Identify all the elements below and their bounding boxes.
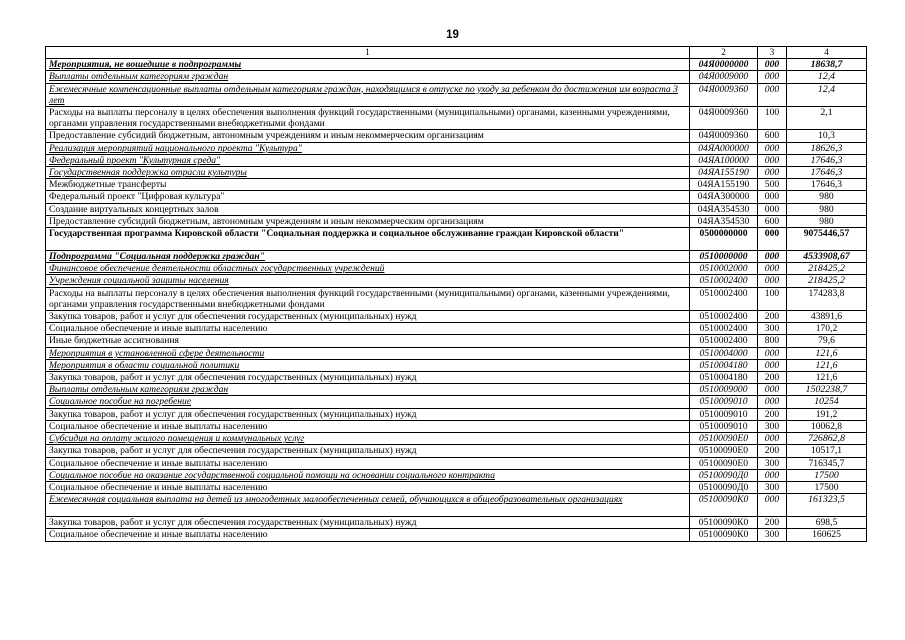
row-kvr-cell: 000 <box>758 142 787 154</box>
row-amount-cell: 43891,6 <box>787 311 867 323</box>
table-row <box>46 71 867 83</box>
row-code-cell: 0510002400 <box>690 323 758 335</box>
row-name-cell: Учреждения социальной защиты населения <box>46 275 690 287</box>
row-code-cell: 0510009000 <box>690 384 758 396</box>
row-kvr-cell: 000 <box>758 494 787 517</box>
row-kvr-cell: 000 <box>758 228 787 251</box>
row-code-cell: 0510004000 <box>690 347 758 359</box>
row-code-cell: 0510004180 <box>690 372 758 384</box>
row-code-cell: 05100090Е0 <box>690 433 758 445</box>
row-kvr-cell: 000 <box>758 154 787 166</box>
column-header: 4 <box>787 47 867 59</box>
row-amount-cell: 121,6 <box>787 359 867 371</box>
row-code-cell: 05100090К0 <box>690 494 758 517</box>
row-kvr-cell: 300 <box>758 457 787 469</box>
row-amount-cell: 980 <box>787 215 867 227</box>
row-amount-cell: 2,1 <box>787 107 867 130</box>
row-amount-cell: 160625 <box>787 529 867 541</box>
row-amount-cell: 18626,3 <box>787 142 867 154</box>
row-amount-cell: 716345,7 <box>787 457 867 469</box>
table-row <box>46 228 867 251</box>
row-amount-cell: 10,3 <box>787 130 867 142</box>
row-code-cell: 05100090Д0 <box>690 481 758 493</box>
row-code-cell: 04ЯА100000 <box>690 154 758 166</box>
row-kvr-cell: 000 <box>758 359 787 371</box>
row-name-cell: Социальное обеспечение и иные выплаты населению <box>46 529 690 541</box>
row-code-cell: 0510004180 <box>690 359 758 371</box>
row-kvr-cell: 000 <box>758 203 787 215</box>
row-name-cell: Иные бюджетные ассигнования <box>46 335 690 347</box>
row-name-cell: Реализация мероприятий национального проекта "Культура" <box>46 142 690 154</box>
row-name-cell: Предоставление субсидий бюджетным, автономным учреждениям и иным некоммерческим организациям <box>46 215 690 227</box>
row-code-cell: 0510009010 <box>690 420 758 432</box>
row-name-cell: Финансовое обеспечение деятельности областных государственных учреждений <box>46 263 690 275</box>
row-kvr-cell: 300 <box>758 323 787 335</box>
row-name-cell: Предоставление субсидий бюджетным, автономным учреждениям и иным некоммерческим организациям <box>46 130 690 142</box>
row-amount-cell: 10254 <box>787 396 867 408</box>
row-kvr-cell: 000 <box>758 433 787 445</box>
table-row <box>46 287 867 310</box>
row-kvr-cell: 600 <box>758 215 787 227</box>
row-kvr-cell: 000 <box>758 59 787 71</box>
row-code-cell: 04Я0009000 <box>690 71 758 83</box>
row-name-cell: Выплаты отдельным категориям граждан <box>46 384 690 396</box>
row-amount-cell: 4533908,67 <box>787 251 867 263</box>
row-amount-cell: 121,6 <box>787 347 867 359</box>
row-name-cell: Федеральный проект "Культурная среда" <box>46 154 690 166</box>
row-amount-cell: 161323,5 <box>787 494 867 517</box>
table-row <box>46 433 867 445</box>
row-code-cell: 0500000000 <box>690 228 758 251</box>
row-code-cell: 0510009010 <box>690 408 758 420</box>
row-code-cell: 05100090К0 <box>690 529 758 541</box>
row-kvr-cell: 100 <box>758 107 787 130</box>
row-code-cell: 04ЯА354530 <box>690 215 758 227</box>
row-code-cell: 0510000000 <box>690 251 758 263</box>
table-row <box>46 323 867 335</box>
row-amount-cell: 17500 <box>787 469 867 481</box>
row-kvr-cell: 000 <box>758 263 787 275</box>
table-row <box>46 154 867 166</box>
row-code-cell: 0510002000 <box>690 263 758 275</box>
row-kvr-cell: 000 <box>758 167 787 179</box>
row-name-cell: Ежемесячные компенсационные выплаты отдельным категориям граждан, находящимся в отпуске по уходу за ребенком до достижения им возраста 3 лет <box>46 83 690 106</box>
row-kvr-cell: 300 <box>758 481 787 493</box>
row-amount-cell: 980 <box>787 191 867 203</box>
table-row <box>46 457 867 469</box>
row-amount-cell: 10062,8 <box>787 420 867 432</box>
table-row <box>46 529 867 541</box>
table-row <box>46 372 867 384</box>
row-name-cell: Федеральный проект "Цифровая культура" <box>46 191 690 203</box>
table-row <box>46 311 867 323</box>
row-code-cell: 0510002400 <box>690 287 758 310</box>
row-kvr-cell: 000 <box>758 275 787 287</box>
row-kvr-cell: 000 <box>758 384 787 396</box>
table-row <box>46 275 867 287</box>
row-amount-cell: 12,4 <box>787 83 867 106</box>
row-code-cell: 04Я0009360 <box>690 83 758 106</box>
row-code-cell: 0510002400 <box>690 311 758 323</box>
row-name-cell: Закупка товаров, работ и услуг для обеспечения государственных (муниципальных) нужд <box>46 517 690 529</box>
row-name-cell: Социальное обеспечение и иные выплаты населению <box>46 481 690 493</box>
column-header: 1 <box>46 47 690 59</box>
row-name-cell: Социальное обеспечение и иные выплаты населению <box>46 323 690 335</box>
table-row <box>46 335 867 347</box>
table-row <box>46 107 867 130</box>
row-name-cell: Мероприятия в установленной сфере деятельности <box>46 347 690 359</box>
row-code-cell: 05100090Е0 <box>690 445 758 457</box>
row-amount-cell: 121,6 <box>787 372 867 384</box>
row-code-cell: 04Я0009360 <box>690 130 758 142</box>
table-row <box>46 251 867 263</box>
row-kvr-cell: 000 <box>758 469 787 481</box>
row-code-cell: 0510002400 <box>690 275 758 287</box>
row-amount-cell: 726862,8 <box>787 433 867 445</box>
row-name-cell: Подпрограмма "Социальная поддержка граждан" <box>46 251 690 263</box>
table-row <box>46 420 867 432</box>
row-code-cell: 04ЯА155190 <box>690 179 758 191</box>
row-amount-cell: 1502238,7 <box>787 384 867 396</box>
row-code-cell: 04ЯА354530 <box>690 203 758 215</box>
row-amount-cell: 79,6 <box>787 335 867 347</box>
row-amount-cell: 218425,2 <box>787 275 867 287</box>
row-kvr-cell: 000 <box>758 71 787 83</box>
row-name-cell: Расходы на выплаты персоналу в целях обеспечения выполнения функций государственными (муниципальными) органами, казенными учреждениями, органами управления государственными внебюджетными фондами <box>46 287 690 310</box>
row-amount-cell: 170,2 <box>787 323 867 335</box>
row-amount-cell: 17646,3 <box>787 167 867 179</box>
row-code-cell: 04Я0000000 <box>690 59 758 71</box>
table-row <box>46 203 867 215</box>
row-name-cell: Закупка товаров, работ и услуг для обеспечения государственных (муниципальных) нужд <box>46 408 690 420</box>
column-header: 3 <box>758 47 787 59</box>
row-code-cell: 05100090Д0 <box>690 469 758 481</box>
table-row <box>46 215 867 227</box>
row-name-cell: Выплаты отдельным категориям граждан <box>46 71 690 83</box>
table-row <box>46 263 867 275</box>
row-name-cell: Закупка товаров, работ и услуг для обеспечения государственных (муниципальных) нужд <box>46 445 690 457</box>
page-number: 19 <box>446 29 459 41</box>
row-code-cell: 05100090К0 <box>690 517 758 529</box>
row-name-cell: Социальное пособие на погребение <box>46 396 690 408</box>
table-row <box>46 384 867 396</box>
row-kvr-cell: 800 <box>758 335 787 347</box>
row-kvr-cell: 200 <box>758 408 787 420</box>
row-kvr-cell: 300 <box>758 420 787 432</box>
row-code-cell: 04Я0009360 <box>690 107 758 130</box>
row-name-cell: Ежемесячная социальная выплата на детей из многодетных малообеспеченных семей, обучающихся в общеобразовательных организациях <box>46 494 690 517</box>
row-code-cell: 04ЯА155190 <box>690 167 758 179</box>
table-row <box>46 396 867 408</box>
table-row <box>46 359 867 371</box>
row-kvr-cell: 200 <box>758 311 787 323</box>
row-kvr-cell: 500 <box>758 179 787 191</box>
row-amount-cell: 17646,3 <box>787 154 867 166</box>
row-kvr-cell: 100 <box>758 287 787 310</box>
row-amount-cell: 174283,8 <box>787 287 867 310</box>
row-name-cell: Социальное обеспечение и иные выплаты населению <box>46 457 690 469</box>
row-amount-cell: 980 <box>787 203 867 215</box>
table-row <box>46 408 867 420</box>
row-amount-cell: 10517,1 <box>787 445 867 457</box>
row-name-cell: Закупка товаров, работ и услуг для обеспечения государственных (муниципальных) нужд <box>46 372 690 384</box>
row-name-cell: Межбюджетные трансферты <box>46 179 690 191</box>
row-kvr-cell: 000 <box>758 191 787 203</box>
table-row <box>46 481 867 493</box>
row-code-cell: 05100090Е0 <box>690 457 758 469</box>
table-row <box>46 179 867 191</box>
row-name-cell: Социальное обеспечение и иные выплаты населению <box>46 420 690 432</box>
table-row <box>46 59 867 71</box>
row-name-cell: Государственная программа Кировской области "Социальная поддержка и социальное обслуживание граждан Кировской области" <box>46 228 690 251</box>
row-kvr-cell: 000 <box>758 251 787 263</box>
row-name-cell: Государственная поддержка отрасли культуры <box>46 167 690 179</box>
column-header: 2 <box>690 47 758 59</box>
row-name-cell: Создание виртуальных концертных залов <box>46 203 690 215</box>
table-row <box>46 494 867 517</box>
row-name-cell: Мероприятия в области социальной политики <box>46 359 690 371</box>
row-name-cell: Субсидия на оплату жилого помещения и коммунальных услуг <box>46 433 690 445</box>
row-name-cell: Расходы на выплаты персоналу в целях обеспечения выполнения функций государственными (муниципальными) органами, казенными учреждениями, органами управления государственными внебюджетными фондами <box>46 107 690 130</box>
row-kvr-cell: 000 <box>758 396 787 408</box>
row-name-cell: Закупка товаров, работ и услуг для обеспечения государственных (муниципальных) нужд <box>46 311 690 323</box>
row-code-cell: 0510002400 <box>690 335 758 347</box>
budget-table <box>45 46 867 542</box>
table-row <box>46 191 867 203</box>
table-row <box>46 347 867 359</box>
table-row <box>46 445 867 457</box>
table-row <box>46 130 867 142</box>
row-amount-cell: 698,5 <box>787 517 867 529</box>
table-header-row <box>46 47 867 59</box>
row-amount-cell: 18638,7 <box>787 59 867 71</box>
row-amount-cell: 191,2 <box>787 408 867 420</box>
row-code-cell: 04ЯА300000 <box>690 191 758 203</box>
table-row <box>46 517 867 529</box>
row-kvr-cell: 200 <box>758 372 787 384</box>
row-amount-cell: 218425,2 <box>787 263 867 275</box>
row-code-cell: 0510009010 <box>690 396 758 408</box>
row-name-cell: Социальное пособие на оказание государственной социальной помощи на основании социального контракта <box>46 469 690 481</box>
table-row <box>46 142 867 154</box>
row-kvr-cell: 200 <box>758 517 787 529</box>
row-amount-cell: 9075446,57 <box>787 228 867 251</box>
row-amount-cell: 17500 <box>787 481 867 493</box>
row-kvr-cell: 300 <box>758 529 787 541</box>
row-kvr-cell: 000 <box>758 83 787 106</box>
row-amount-cell: 12,4 <box>787 71 867 83</box>
row-kvr-cell: 000 <box>758 347 787 359</box>
row-code-cell: 04ЯА000000 <box>690 142 758 154</box>
row-kvr-cell: 200 <box>758 445 787 457</box>
row-kvr-cell: 600 <box>758 130 787 142</box>
table-row <box>46 469 867 481</box>
row-name-cell: Мероприятия, не вошедшие в подпрограммы <box>46 59 690 71</box>
table-row <box>46 167 867 179</box>
row-amount-cell: 17646,3 <box>787 179 867 191</box>
table-row <box>46 83 867 106</box>
